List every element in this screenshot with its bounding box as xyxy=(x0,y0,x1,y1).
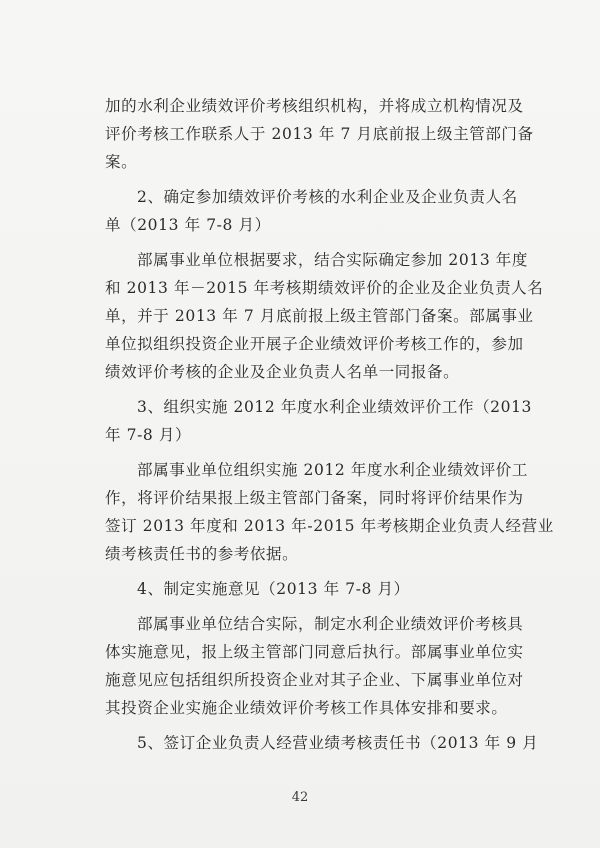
text-line: 年 7-8 月） xyxy=(105,426,192,444)
section-heading: 3、组织实施 2012 年度水利企业绩效评价工作（2013 xyxy=(137,398,533,416)
text-line: 施意见应包括组织所投资企业对其子企业、下属事业单位对 xyxy=(105,671,524,689)
page-number: 42 xyxy=(291,790,309,805)
text-line: 部属事业单位组织实施 2012 年度水利企业绩效评价工 xyxy=(137,461,529,479)
text-line: 其投资企业实施企业绩效评价考核工作具体安排和要求。 xyxy=(105,699,508,717)
text-line: 单，并于 2013 年 7 月底前报上级主管部门备案。部属事业 xyxy=(105,307,534,325)
text-line: 单（2013 年 7-8 月） xyxy=(105,216,271,234)
text-line: 签订 2013 年度和 2013 年-2015 年考核期企业负责人经营业 xyxy=(105,517,554,535)
body-text xyxy=(105,92,554,757)
text-line: 部属事业单位结合实际，制定水利企业绩效评价考核具 xyxy=(137,615,524,633)
text-line: 评价考核工作联系人于 2013 年 7 月底前报上级主管部门备 xyxy=(105,125,534,143)
text-line: 绩效评价考核的企业及企业负责人名单一同报备。 xyxy=(105,363,460,381)
text-line: 绩考核责任书的参考依据。 xyxy=(105,545,299,563)
section-heading: 4、制定实施意见（2013 年 7-8 月） xyxy=(137,580,410,598)
text-line: 案。 xyxy=(105,153,138,171)
text-line: 作，将评价结果报上级主管部门备案，同时将评价结果作为 xyxy=(105,489,524,507)
section-heading: 2、确定参加绩效评价考核的水利企业及企业负责人名 xyxy=(137,188,518,206)
text-line: 体实施意见，报上级主管部门同意后执行。部属事业单位实 xyxy=(105,643,524,661)
text-line: 和 2013 年－2015 年考核期绩效评价的企业及企业负责人名 xyxy=(105,279,544,297)
text-line: 部属事业单位根据要求，结合实际确定参加 2013 年度 xyxy=(137,251,529,269)
section-heading: 5、签订企业负责人经营业绩考核责任书（2013 年 9 月 xyxy=(137,734,539,752)
text-line: 单位拟组织投资企业开展子企业绩效评价考核工作的，参加 xyxy=(105,335,524,353)
text-line: 加的水利企业绩效评价考核组织机构，并将成立机构情况及 xyxy=(105,97,524,115)
